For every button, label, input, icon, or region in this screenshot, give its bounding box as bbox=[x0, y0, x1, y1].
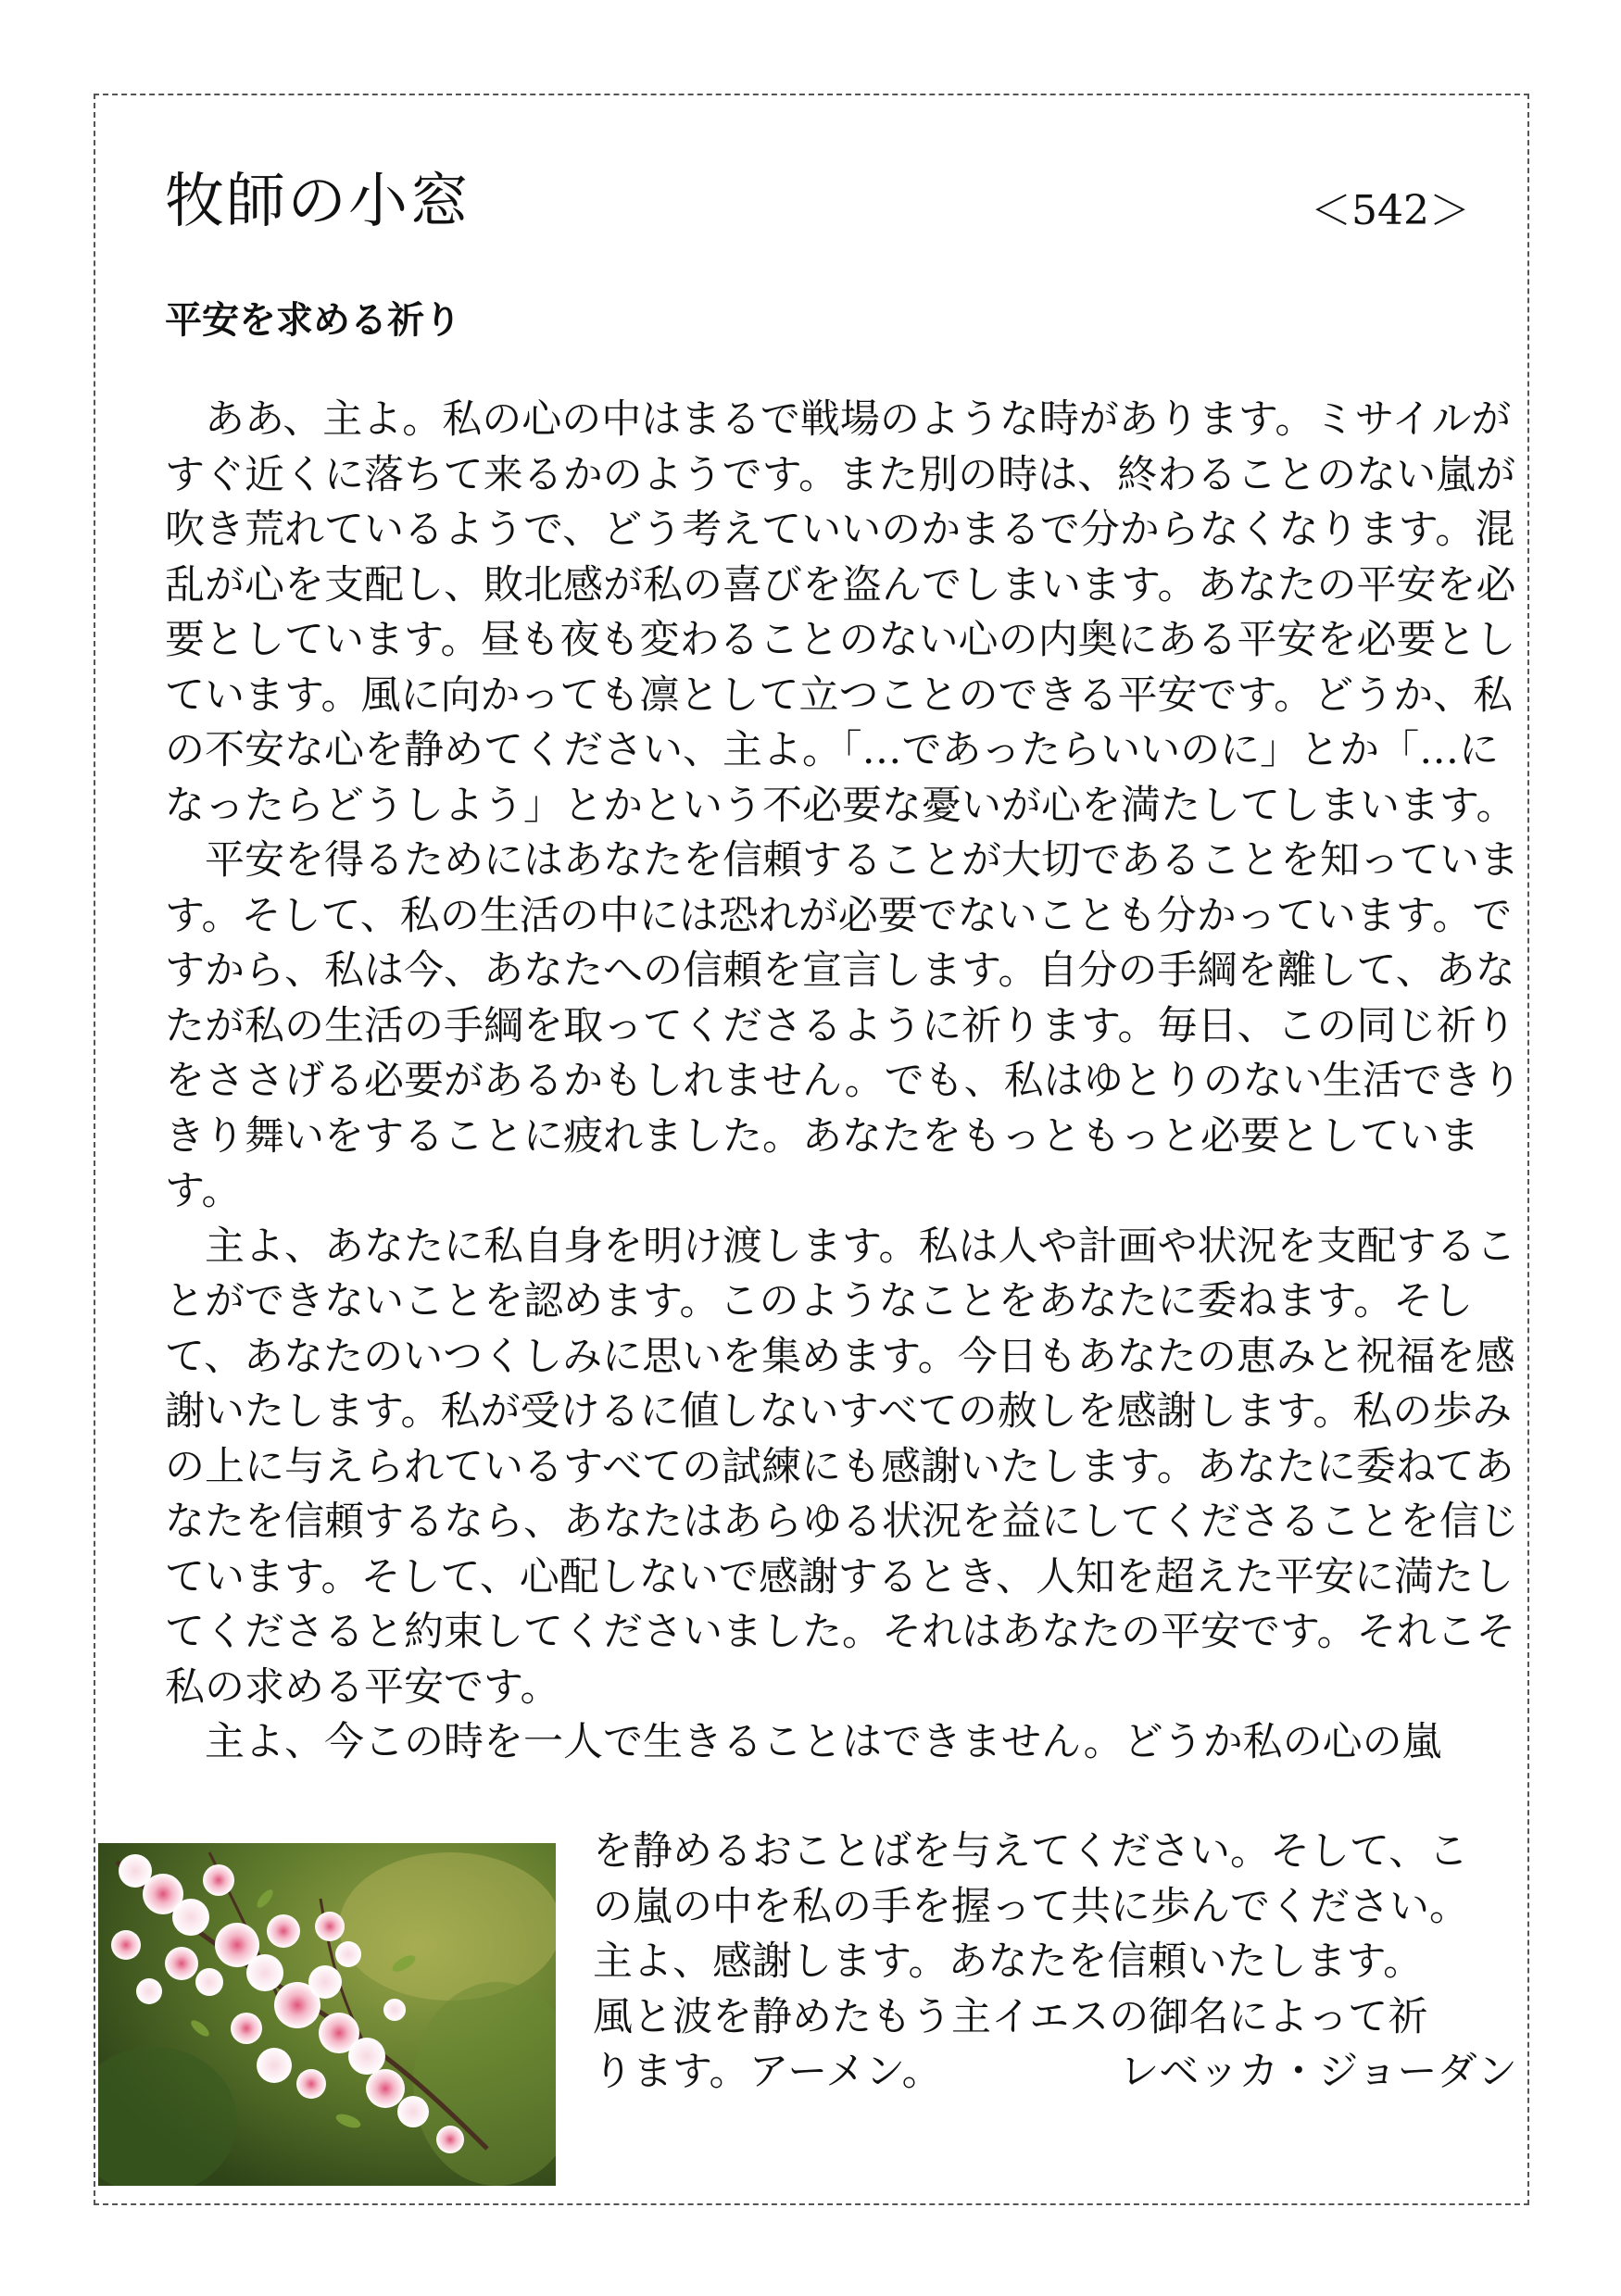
article-body bbox=[165, 393, 1527, 1771]
page-title: 牧師の小窓 bbox=[165, 168, 471, 236]
paragraph: 主よ、今この時を一人で生きることはできません。どうか私の心の嵐 bbox=[205, 1719, 1442, 1765]
closing-line: を静めるおことばを与えてください。そして、こ bbox=[593, 1828, 1469, 1875]
final-line-row bbox=[593, 2045, 1528, 2101]
paragraph: 平安を得るためにはあなたを信頼することが大切であることを知っています。そして、私の生活の中には恐れが必要でないことも分かっています。ですから、私は今、あなたへの信頼を宣言します。自分の手綱を離して、あなたが私の生活の手綱を取ってくださるように祈ります。毎日、この同じ祈りをささげる必要があるかもしれません。でも、私はゆとりのない生活できりきり舞いをすることに疲れました。あなたをもっともっと必要としています。 bbox=[165, 837, 1522, 1214]
closing-line: の嵐の中を私の手を握って共に歩んでください。 bbox=[593, 1883, 1469, 1930]
article-subtitle: 平安を求める祈り bbox=[165, 299, 461, 342]
closing-prayer bbox=[593, 1825, 1528, 2101]
issue-number: ＜542＞ bbox=[1311, 187, 1470, 234]
closing-line: 主よ、感謝します。あなたを信頼いたします。 bbox=[593, 1938, 1424, 1985]
amen-text: ります。アーメン。 bbox=[593, 2049, 942, 2095]
paragraph: ああ、主よ。私の心の中はまるで戦場のような時があります。ミサイルがすぐ近くに落ちて来るかのようです。また別の時は、終わることのない嵐が吹き荒れているようで、どう考えていいのかまるで分からなくなります。混乱が心を支配し、敗北感が私の喜びを盗んでしまいます。あなたの平安を必要としています。昼も夜も変わることのない心の内奥にある平安を必要としています。風に向かっても凛として立つことのできる平安です。どうか、私の不安な心を静めてください、主よ。「…であったらいいのに」とか「…になったらどうしよう」とかという不必要な憂いが心を満たしてしまいます。 bbox=[165, 396, 1516, 829]
paragraph: 主よ、あなたに私自身を明け渡します。私は人や計画や状況を支配することができないことを認めます。このようなことをあなたに委ねます。そして、あなたのいつくしみに思いを集めます。今日もあなたの恵みと祝福を感謝いたします。私が受けるに値しないすべての赦しを感謝します。私の歩みの上に与えられているすべての試練にも感謝いたします。あなたに委ねてあなたを信頼するなら、あなたはあらゆる状況を益にしてくださることを信じています。そして、心配しないで感謝するとき、人知を超えた平安に満たしてくださると約束してくださいました。それはあなたの平安です。それこそ私の求める平安です。 bbox=[165, 1223, 1519, 1711]
closing-line: 風と波を静めたもう主イエスの御名によって祈 bbox=[593, 1993, 1428, 2040]
author-name: レベッカ・ジョーダン bbox=[1119, 2049, 1517, 2095]
cherry-blossom-photo bbox=[98, 1843, 556, 2186]
